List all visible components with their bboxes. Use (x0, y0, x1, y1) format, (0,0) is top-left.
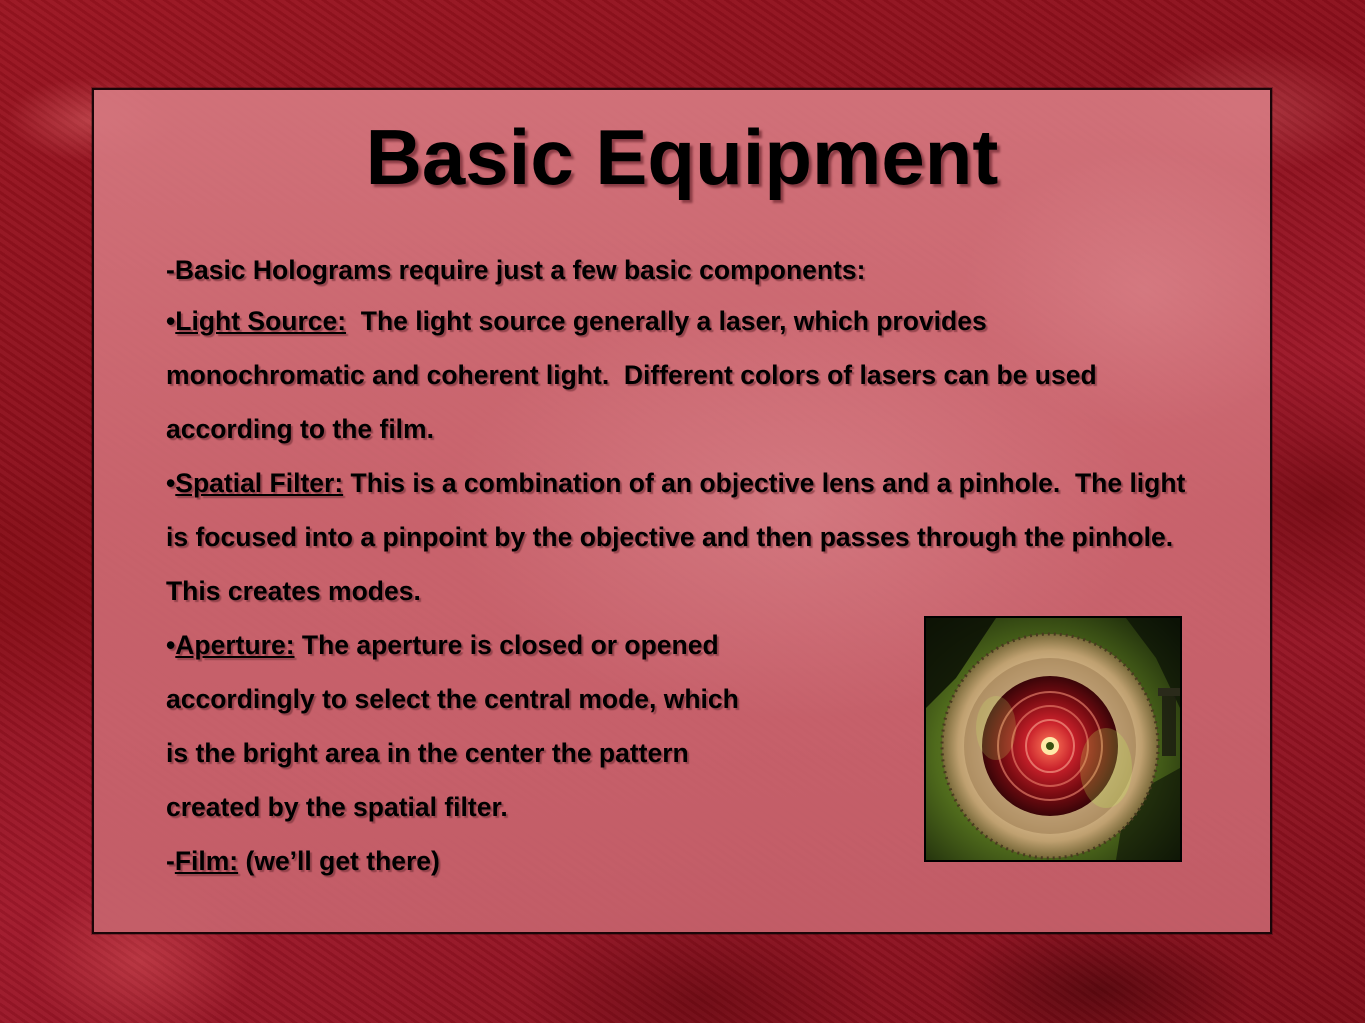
intro-line: -Basic Holograms require just a few basic components: (166, 255, 866, 285)
slide-title: Basic Equipment (365, 113, 999, 201)
term-film: Film: (174, 846, 239, 876)
bullet: • (166, 468, 176, 498)
description-aperture-line1: The aperture is closed or opened (294, 630, 719, 660)
list-item-spatial-filter (166, 456, 1193, 618)
bullet: • (166, 306, 176, 336)
description-aperture-line2: accordingly to select the central mode, which (166, 684, 739, 714)
term-aperture: Aperture: (175, 630, 295, 660)
description-aperture-line3: is the bright area in the center the pattern (166, 738, 689, 768)
term-light-source: Light Source: (175, 306, 347, 336)
description-light-source: The light source generally a laser, which provides monochromatic and coherent light. Different colors of lasers can be used according to the film. (166, 306, 1105, 444)
term-spatial-filter: Spatial Filter: (175, 468, 344, 498)
description-aperture-line4: created by the spatial filter. (166, 792, 508, 822)
aperture-illustration (926, 618, 1180, 860)
description-spatial-filter: This is a combination of an objective lens and a pinhole. The light is focused into a pinpoint by the objective and then passes through the pinhole. This creates modes. (166, 468, 1193, 606)
dash: - (166, 846, 175, 876)
iris-aperture-photo (924, 616, 1182, 862)
bullet: • (166, 630, 176, 660)
list-item-light-source (166, 294, 1186, 456)
slide-panel (92, 88, 1272, 934)
description-film: (we’ll get there) (238, 846, 440, 876)
